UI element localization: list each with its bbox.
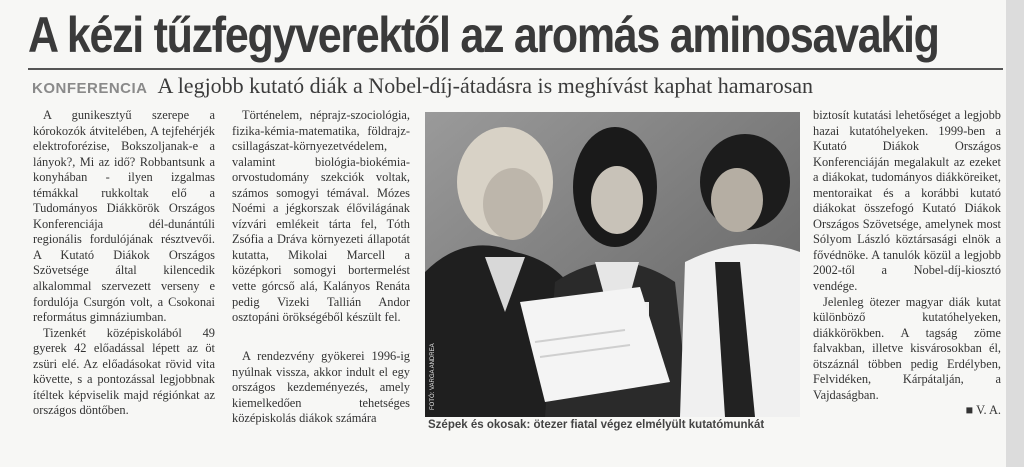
headline: A kézi tűzfegyverektől az aromás aminosavakig (28, 7, 939, 63)
paragraph: Történelem, néprajz-szociológia, fizika-kémia-matematika, földrajz-csillagászat-környezetvédelem, valamint biológia-biokémia-orvostudomány szekciók voltak, számos somogyi témával. Mózes Noémi a jégkorszak élővilágának vízvári emlékeit tárta fel, Tóth Zsófia a Dráva környezeti állapotát kutatta, Mikolai Marcell a középkori somogyi bortermelést vette górcső alá, Kalányos Renáta pedig Vizeki Tallián Andor osztopáni örökségéből készült fel. (232, 108, 410, 325)
section-kicker: KONFERENCIA (32, 80, 148, 97)
subheadline: A legjobb kutató diák a Nobel-díj-átadásra is meghívást kaphat hamarosan (157, 73, 814, 98)
article-photo (425, 112, 800, 417)
photo-credit: FOTÓ: VARGA ANDREA (430, 343, 436, 410)
headline-rule (28, 68, 1003, 70)
column-1 (33, 108, 215, 419)
kicker-line (32, 72, 813, 100)
paragraph: Tizenkét középiskolából 49 gyerek 42 előadással lépett az öt zsüri elé. Az előadásokat rövid vita követte, s a pontozással legjobbnak ítéltek képviselik majd régiónkat az országos döntőben. (33, 325, 215, 418)
column-2-lower (232, 349, 410, 427)
adjacent-page-strip (1006, 0, 1024, 467)
author-signature (813, 403, 1001, 419)
column-2 (232, 108, 410, 326)
photo-illustration (425, 112, 800, 417)
column-4 (813, 108, 1001, 419)
paragraph: A gunikesztyű szerepe a kórokozók átvitelében, A tejfehérjék elektroforézise, Bokszoljanak-e a lányok?, Mi az idő? Robbantsunk a konyhában - ilyen izgalmas témákkal rukkoltak elő a Tudományos Diákkörök Országos Konferenciája dél-dunántúli regionális fordulójának résztvevői. A Kutató Diákok Országos Szövetsége által kilencedik alkalommal szervezett verseny e fordulója Csurgón volt, a Csokonai református gimnáziumban. (33, 108, 215, 325)
paragraph: Jelenleg ötezer magyar diák kutat különböző kutatóhelyeken, diákkörökben. A tagság zöme falvakban, illetve kisvárosokban él, ötszáznál többen pedig Erdélyben, Felvidéken, Kárpátalján, a Vajdaságban. (813, 294, 1001, 402)
paragraph: A rendezvény gyökerei 1996-ig nyúlnak vissza, akkor indult el egy országos kezdeményezés, amely kiemelkedően tehetséges középiskolás diákok számára (232, 349, 410, 426)
photo-caption: Szépek és okosak: ötezer fiatal végez elmélyült kutatómunkát (428, 419, 765, 431)
signature-text: ■ V. A. (965, 403, 1001, 418)
paragraph: biztosít kutatási lehetőséget a legjobb hazai kutatóhelyeken. 1999-ben a Kutató Diákok Országos Konferenciáján megalakult az ezeket a diákokat, tudományos diákköreiket, mentoraikat és a korábbi kutató diákokat összefogó Kutató Diákok Országos Szövetsége, amelynek most Sólyom László köztársasági elnök a fővédnöke. A tanulók közül a legjobb 2002-től a Nobel-díj-kiosztó vendége. (813, 108, 1001, 294)
